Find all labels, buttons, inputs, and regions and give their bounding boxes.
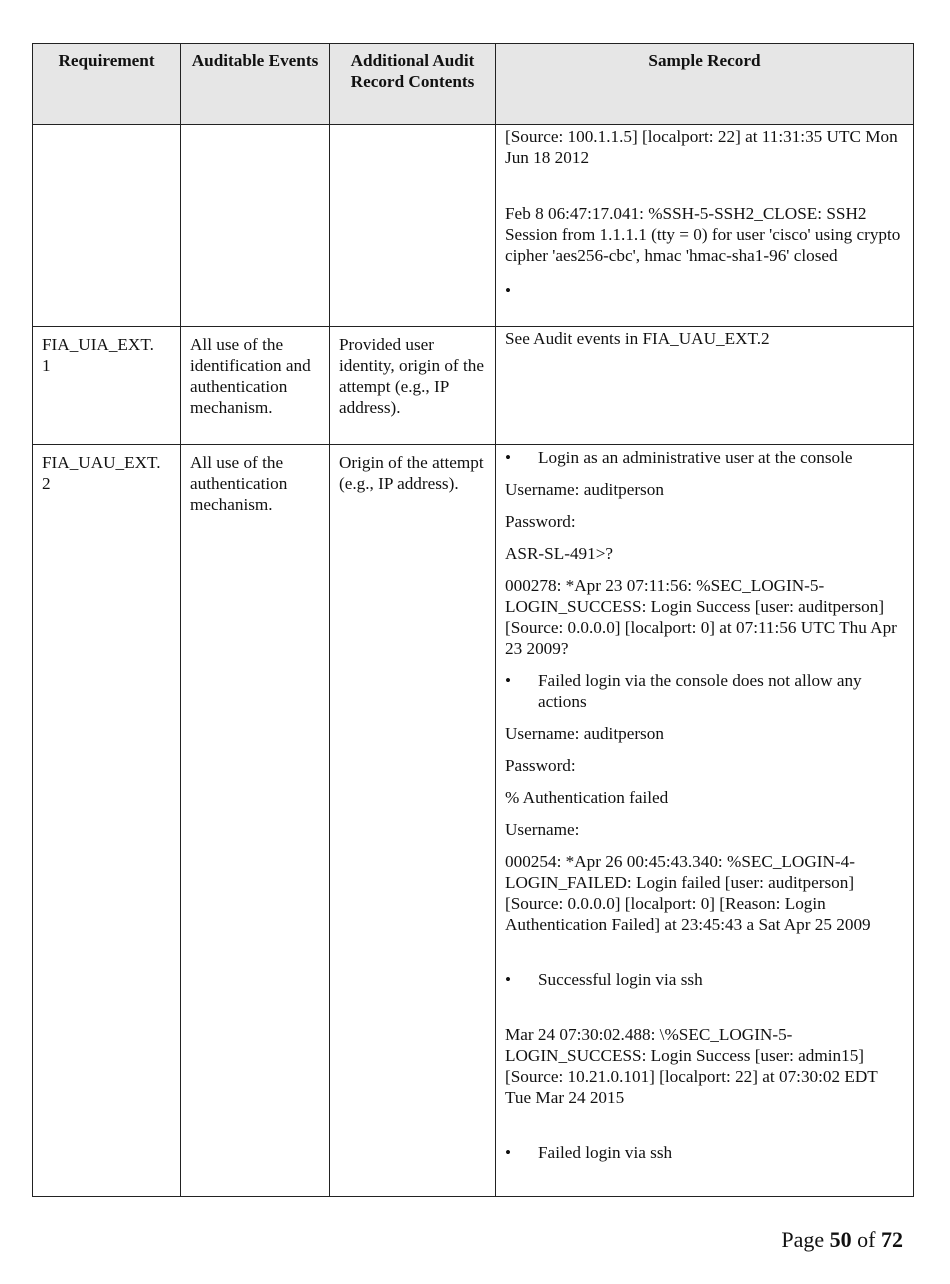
- sample-record-cell: [496, 125, 914, 327]
- sample-record-cell: See Audit events in FIA_UAU_EXT.2: [496, 327, 914, 445]
- requirement-cell: [33, 125, 181, 327]
- bullet-glyph: •: [505, 970, 512, 989]
- header-requirement: Requirement: [33, 44, 181, 125]
- contents-cell: [330, 125, 496, 327]
- sample-line: 000278: *Apr 23 07:11:56: %SEC_LOGIN-5-LOGIN_SUCCESS: Login Success [user: auditperson] [Source: 0.0.0.0] [localport: 0] at 07:11:56 UTC Thu Apr 23 2009?: [505, 576, 897, 658]
- sample-line: Username:: [505, 820, 580, 839]
- bullet-glyph: •: [505, 281, 512, 300]
- sample-line: ASR-SL-491>?: [505, 544, 614, 563]
- bullet-glyph: •: [505, 1143, 512, 1162]
- bullet-text: Failed login via the console does not allow any actions: [538, 671, 862, 711]
- bullet-item: [505, 969, 904, 990]
- bullet-item: [505, 447, 904, 468]
- bullet-text: Login as an administrative user at the console: [538, 448, 853, 467]
- page-number: [781, 1227, 903, 1253]
- bullet-text: Failed login via ssh: [538, 1143, 673, 1162]
- contents-cell: Origin of the attempt (e.g., IP address).: [330, 445, 496, 1197]
- sample-line: Username: auditperson: [505, 480, 664, 499]
- sample-line: Password:: [505, 512, 576, 531]
- table-row: [33, 327, 914, 445]
- page-prefix: Page: [781, 1227, 825, 1252]
- sample-line: Username: auditperson: [505, 724, 664, 743]
- sample-line: Password:: [505, 756, 576, 775]
- requirement-cell: FIA_UIA_EXT. 1: [33, 327, 181, 445]
- bullet-glyph: •: [505, 448, 512, 467]
- sample-line: [Source: 100.1.1.5] [localport: 22] at 11:31:35 UTC Mon Jun 18 2012: [505, 127, 898, 167]
- bullet-item: [505, 1142, 904, 1163]
- page-current: 50: [829, 1227, 852, 1252]
- sample-line: Feb 8 06:47:17.041: %SSH-5-SSH2_CLOSE: SSH2 Session from 1.1.1.1 (tty = 0) for user 'cisco' using crypto cipher 'aes256-cbc', hmac 'hmac-sha1-96' closed: [505, 204, 901, 265]
- bullet-glyph: •: [505, 671, 512, 690]
- page-total: 72: [881, 1227, 903, 1252]
- table-row: [33, 125, 914, 327]
- sample-record-cell: [496, 445, 914, 1197]
- requirement-cell: FIA_UAU_EXT. 2: [33, 445, 181, 1197]
- audit-requirements-table: [32, 43, 914, 1197]
- table-header-row: [33, 44, 914, 125]
- events-cell: [181, 125, 330, 327]
- table-row: [33, 445, 914, 1197]
- page-of: of: [857, 1227, 876, 1252]
- contents-cell: Provided user identity, origin of the attempt (e.g., IP address).: [330, 327, 496, 445]
- sample-line: % Authentication failed: [505, 788, 669, 807]
- bullet-item: [505, 670, 904, 712]
- events-cell: All use of the authentication mechanism.: [181, 445, 330, 1197]
- events-cell: All use of the identification and authentication mechanism.: [181, 327, 330, 445]
- sample-line: 000254: *Apr 26 00:45:43.340: %SEC_LOGIN-4-LOGIN_FAILED: Login failed [user: auditperson] [Source: 0.0.0.0] [localport: 0] [Reason: Login Authentication Failed] at 23:45:43 a Sat Apr 25 2009: [505, 852, 871, 934]
- bullet-text: Successful login via ssh: [538, 970, 703, 989]
- header-sample-record: Sample Record: [496, 44, 914, 125]
- header-additional-contents: Additional Audit Record Contents: [330, 44, 496, 125]
- sample-line: Mar 24 07:30:02.488: \%SEC_LOGIN-5-LOGIN_SUCCESS: Login Success [user: admin15] [Source: 10.21.0.101] [localport: 22] at 07:30:02 EDT Tue Mar 24 2015: [505, 1025, 878, 1107]
- header-auditable-events: Auditable Events: [181, 44, 330, 125]
